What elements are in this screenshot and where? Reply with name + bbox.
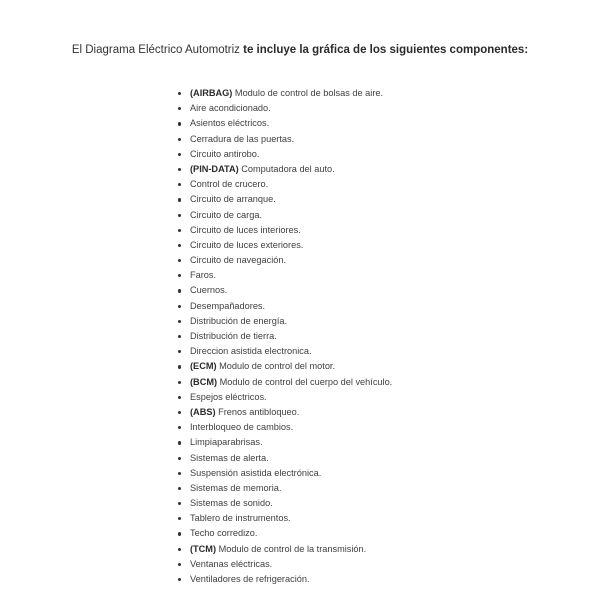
list-item	[176, 496, 392, 511]
list-item	[176, 405, 392, 420]
component-label: Distribución de tierra.	[190, 331, 277, 341]
bullet-icon	[178, 244, 181, 247]
component-label: Techo corredizo.	[190, 528, 258, 539]
component-label: Cuernos.	[190, 285, 228, 296]
bullet-icon	[178, 138, 181, 141]
bullet-icon	[178, 274, 181, 277]
bullet-icon	[178, 183, 181, 186]
list-item	[176, 420, 392, 435]
bullet-icon	[178, 259, 181, 262]
list-item	[176, 314, 392, 329]
component-label: Cerradura de las puertas.	[190, 133, 295, 144]
list-item	[176, 375, 392, 390]
list-item	[176, 451, 392, 466]
component-label: Circuito de navegación.	[190, 255, 287, 266]
list-item	[176, 329, 392, 344]
intro-regular-text: El Diagrama Eléctrico Automotriz	[71, 44, 240, 56]
component-label: Circuito antirobo.	[190, 148, 260, 159]
list-item	[176, 268, 392, 283]
bullet-icon	[178, 517, 181, 520]
bullet-icon	[178, 92, 181, 95]
list-item	[176, 147, 392, 162]
component-label: Modulo de control del cuerpo del vehículo.	[219, 376, 393, 387]
component-label: Ventanas eléctricas.	[190, 558, 273, 569]
component-label: Ventiladores de refrigeración.	[190, 574, 310, 584]
list-item	[176, 359, 392, 374]
component-label: Desempañadores.	[190, 300, 266, 311]
bullet-icon	[178, 153, 181, 156]
component-abbreviation: (AIRBAG)	[190, 88, 233, 98]
bullet-icon	[178, 502, 181, 505]
list-item	[176, 466, 392, 481]
list-item	[176, 253, 392, 268]
bullet-icon	[178, 107, 181, 110]
component-label: Asientos eléctricos.	[190, 118, 270, 129]
bullet-icon	[178, 335, 181, 338]
component-abbreviation: (ABS)	[190, 406, 216, 417]
list-item	[176, 481, 392, 496]
intro-heading	[60, 42, 540, 59]
component-label: Frenos antibloqueo.	[218, 406, 300, 417]
bullet-icon	[178, 122, 181, 125]
bullet-icon	[178, 396, 181, 399]
list-item	[176, 299, 392, 314]
list-item	[176, 542, 392, 557]
list-item	[176, 283, 392, 298]
component-abbreviation: (BCM)	[190, 376, 218, 387]
bullet-icon	[178, 441, 181, 444]
list-item	[176, 526, 392, 541]
component-label: Modulo de control de bolsas de aire.	[234, 88, 384, 98]
component-label: Circuito de luces exteriores.	[190, 239, 304, 250]
component-abbreviation: (PIN-DATA)	[190, 163, 239, 174]
component-abbreviation: (ECM)	[190, 361, 217, 372]
component-label: Aire acondicionado.	[190, 103, 271, 114]
component-label: Sistemas de memoria.	[190, 482, 282, 493]
list-item	[176, 511, 392, 526]
list-item	[176, 238, 392, 253]
list-item	[176, 208, 392, 223]
component-label: Control de crucero.	[190, 179, 269, 190]
bullet-icon	[178, 563, 181, 566]
bullet-icon	[178, 289, 181, 292]
component-label: Distribución de energía.	[190, 315, 288, 326]
list-item	[176, 132, 392, 147]
intro-bold-text: te incluye la gráfica de los siguientes componentes:	[243, 44, 529, 56]
component-list	[176, 86, 392, 587]
bullet-icon	[178, 487, 181, 490]
list-item	[176, 344, 392, 359]
component-abbreviation: (TCM)	[190, 543, 217, 554]
component-label: Circuito de arranque.	[190, 194, 276, 205]
bullet-icon	[178, 532, 181, 535]
bullet-icon	[178, 548, 181, 551]
component-label: Interbloqueo de cambios.	[190, 422, 294, 433]
list-item	[176, 557, 392, 572]
bullet-icon	[178, 381, 181, 384]
bullet-icon	[178, 411, 181, 414]
component-label: Circuito de luces interiores.	[190, 224, 301, 235]
bullet-icon	[178, 350, 181, 353]
component-label: Tablero de instrumentos.	[190, 513, 291, 524]
component-label: Limpiaparabrisas.	[190, 437, 263, 448]
component-label: Modulo de control de la transmisión.	[218, 543, 367, 554]
component-label: Sistemas de alerta.	[190, 452, 269, 463]
bullet-icon	[178, 365, 181, 368]
bullet-icon	[178, 214, 181, 217]
bullet-icon	[178, 472, 181, 475]
bullet-icon	[178, 578, 181, 581]
component-label: Faros.	[190, 270, 217, 281]
list-item	[176, 435, 392, 450]
component-label: Computadora del auto.	[241, 163, 335, 174]
list-item	[176, 177, 392, 192]
list-item	[176, 116, 392, 131]
list-item	[176, 162, 392, 177]
list-item	[176, 223, 392, 238]
component-label: Sistemas de sonido.	[190, 498, 273, 509]
component-label: Espejos eléctricos.	[190, 391, 267, 402]
list-item	[176, 572, 392, 587]
list-item	[176, 192, 392, 207]
bullet-icon	[178, 320, 181, 323]
bullet-icon	[178, 198, 181, 201]
component-label: Modulo de control del motor.	[219, 361, 336, 372]
list-item	[176, 86, 392, 101]
bullet-icon	[178, 305, 181, 308]
bullet-icon	[178, 229, 181, 232]
component-label: Suspensión asistida electrónica.	[190, 467, 322, 478]
bullet-icon	[178, 426, 181, 429]
list-item	[176, 101, 392, 116]
list-item	[176, 390, 392, 405]
bullet-icon	[178, 168, 181, 171]
component-label: Circuito de carga.	[190, 209, 263, 220]
component-label: Direccion asistida electronica.	[190, 346, 312, 357]
bullet-icon	[178, 457, 181, 460]
